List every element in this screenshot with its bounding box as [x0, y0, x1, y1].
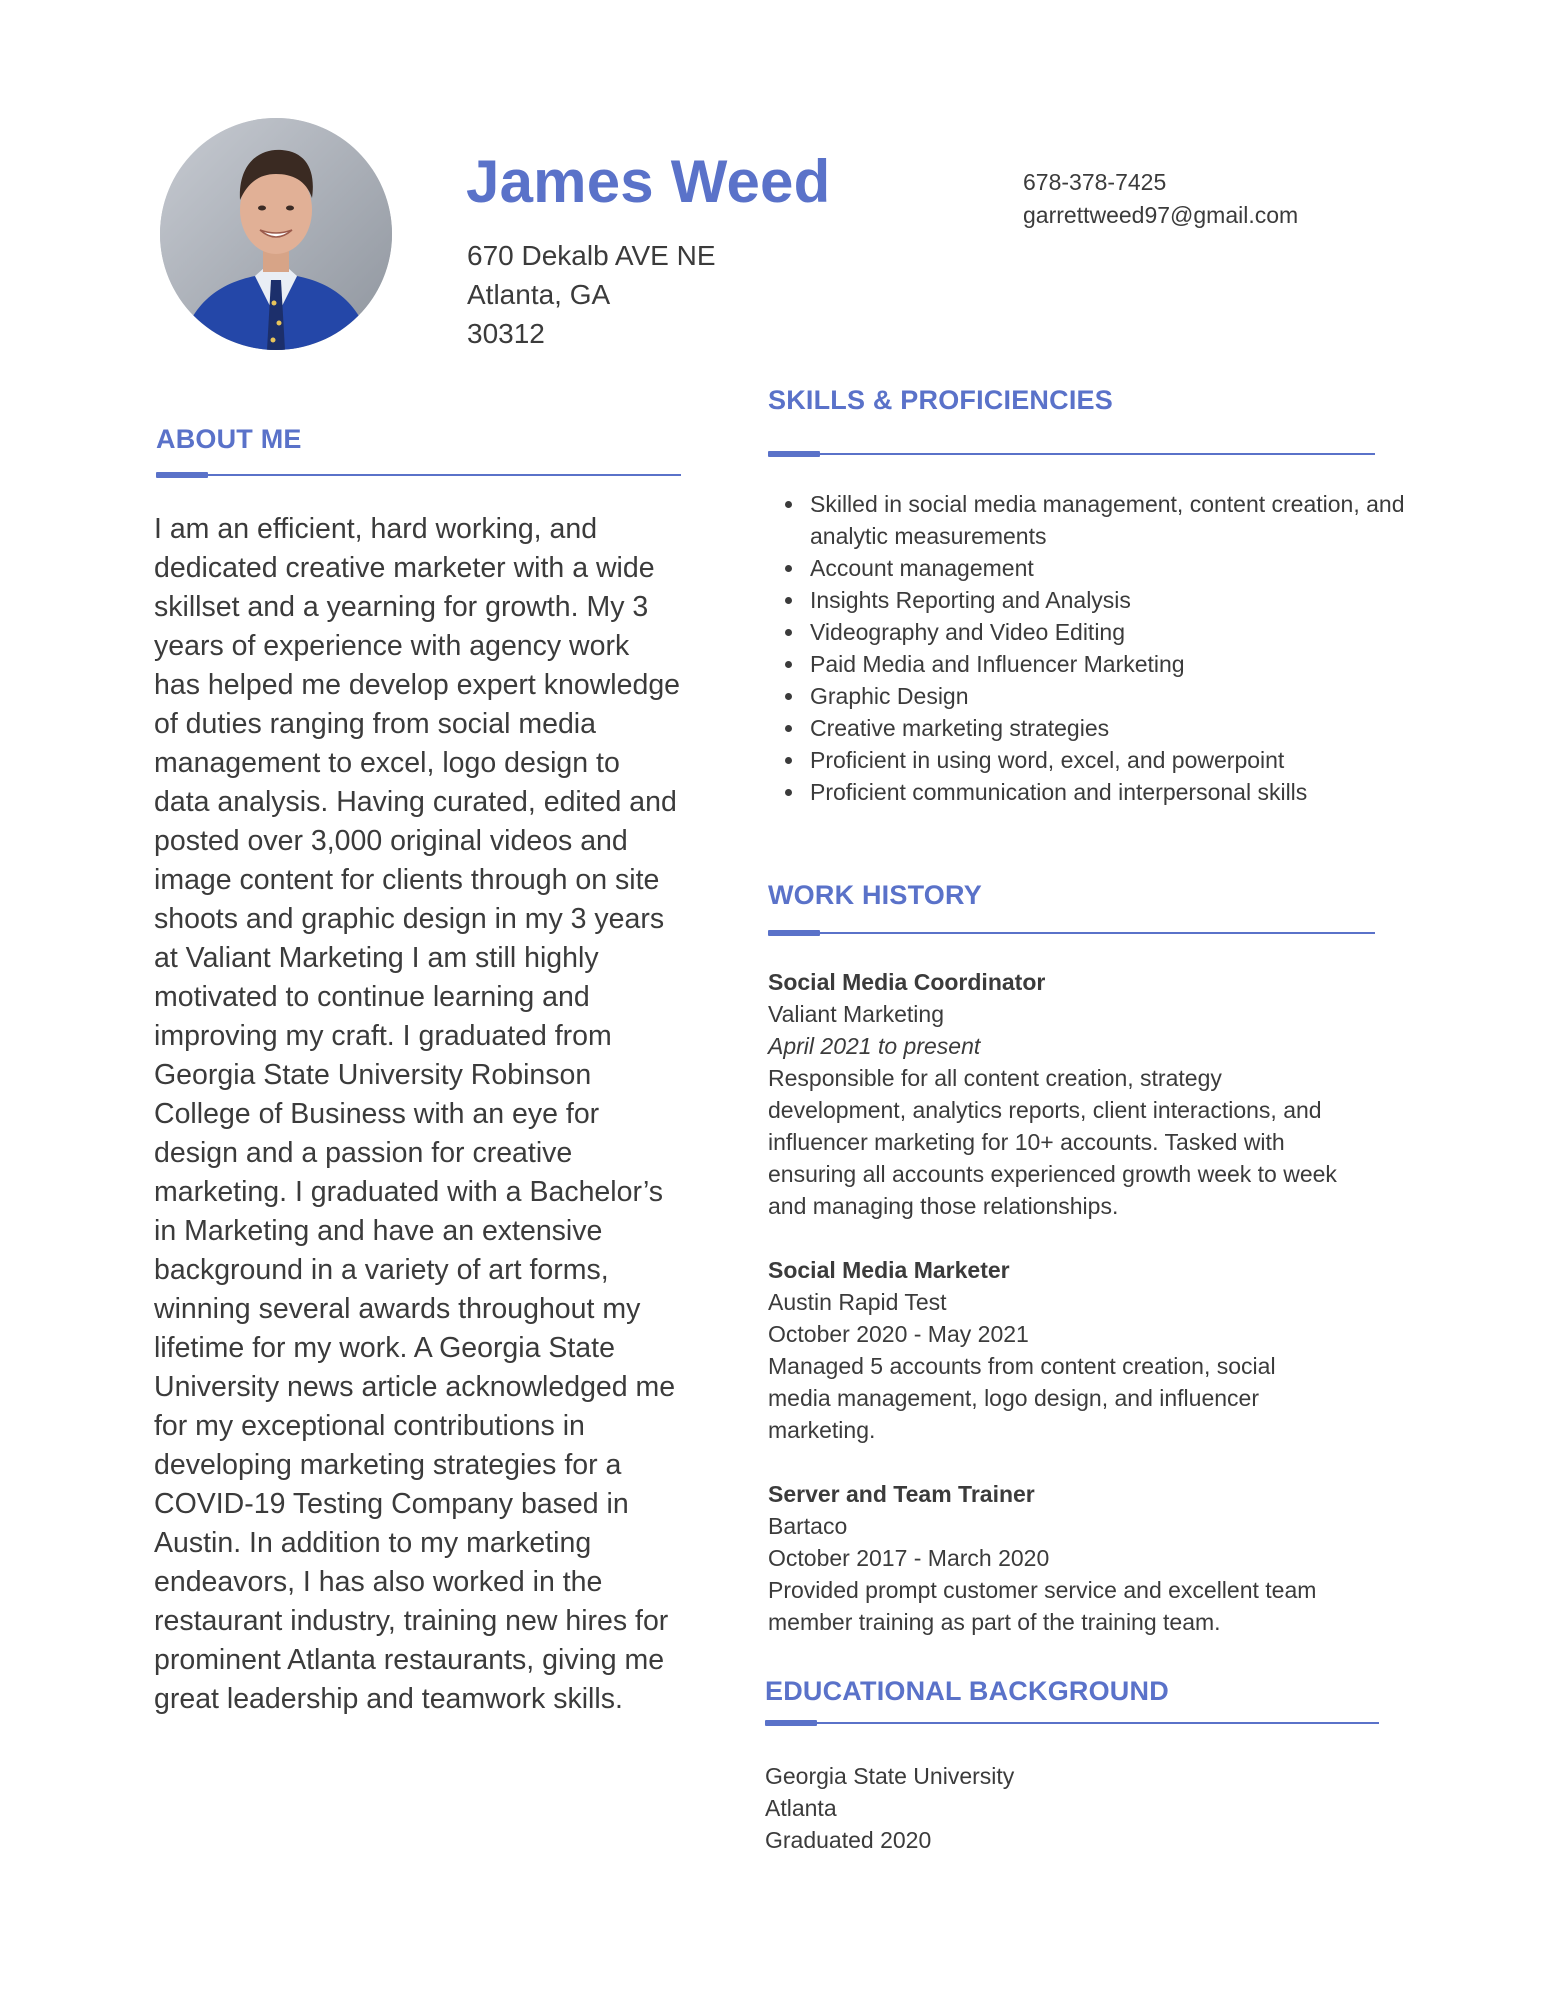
email-address: garrettweed97@gmail.com: [1023, 202, 1299, 228]
job-dates: April 2021 to present: [768, 1033, 981, 1059]
job-company: Bartaco: [768, 1513, 848, 1539]
about-line: University news article acknowledged me: [154, 1371, 676, 1403]
about-line: COVID-19 Testing Company based in: [154, 1488, 629, 1520]
job-entry: [768, 1478, 1378, 1638]
education-divider: [765, 1722, 1379, 1724]
address-city: Atlanta, GA: [467, 279, 611, 310]
education-entry: [765, 1760, 1014, 1856]
about-line: restaurant industry, training new hires for: [154, 1605, 669, 1637]
job-description-line: ensuring all accounts experienced growth week to week: [768, 1161, 1337, 1187]
work-divider-accent: [768, 930, 820, 936]
job-description-line: development, analytics reports, client interactions, and: [768, 1097, 1322, 1123]
about-line: image content for clients through on site: [154, 864, 660, 896]
skill-item: • Creative marketing strategies: [806, 712, 1426, 744]
about-line: of duties ranging from social media: [154, 708, 596, 740]
address-zip: 30312: [467, 318, 545, 349]
skill-item: • Proficient communication and interpersonal skills: [806, 776, 1426, 808]
about-line: in Marketing and have an extensive: [154, 1215, 603, 1247]
about-line: management to excel, logo design to: [154, 747, 620, 779]
skill-item: • Skilled in social media management, content creation, and analytic measurements: [806, 488, 1426, 552]
about-line: at Valiant Marketing I am still highly: [154, 942, 599, 974]
about-line: shoots and graphic design in my 3 years: [154, 903, 665, 935]
job-dates: October 2017 - March 2020: [768, 1545, 1050, 1571]
about-line: design and a passion for creative: [154, 1137, 573, 1169]
portrait-illustration: [160, 118, 392, 350]
education-location: Atlanta: [765, 1795, 837, 1821]
about-line: motivated to continue learning and: [154, 981, 590, 1013]
skill-item: • Paid Media and Influencer Marketing: [806, 648, 1426, 680]
job-dates: October 2020 - May 2021: [768, 1321, 1029, 1347]
skill-item: • Videography and Video Editing: [806, 616, 1426, 648]
education-school: Georgia State University: [765, 1763, 1015, 1789]
phone-number: 678-378-7425: [1023, 169, 1167, 195]
job-description-line: influencer marketing for 10+ accounts. Tasked with: [768, 1129, 1285, 1155]
about-line: lifetime for my work. A Georgia State: [154, 1332, 615, 1364]
about-line: endeavors, I has also worked in the: [154, 1566, 603, 1598]
job-description-line: Responsible for all content creation, strategy: [768, 1065, 1222, 1091]
about-line: skillset and a yearning for growth. My 3: [154, 591, 649, 623]
job-description-line: Provided prompt customer service and excellent team: [768, 1577, 1317, 1603]
job-company: Valiant Marketing: [768, 1001, 944, 1027]
address-block: [467, 236, 716, 353]
job-description-line: member training as part of the training team.: [768, 1609, 1221, 1635]
job-title: Social Media Coordinator: [768, 969, 1046, 995]
skill-item: • Account management: [806, 552, 1426, 584]
skills-heading: SKILLS & PROFICIENCIES: [768, 385, 1113, 415]
about-line: has helped me develop expert knowledge: [154, 669, 681, 701]
about-line: winning several awards throughout my: [154, 1293, 641, 1325]
about-heading: ABOUT ME: [156, 424, 302, 454]
job-description-line: Managed 5 accounts from content creation, social: [768, 1353, 1276, 1379]
about-line: I am an efficient, hard working, and: [154, 513, 598, 545]
about-line: marketing. I graduated with a Bachelor’s: [154, 1176, 664, 1208]
contact-block: [1023, 166, 1298, 232]
job-company: Austin Rapid Test: [768, 1289, 947, 1315]
job-description-line: and managing those relationships.: [768, 1193, 1119, 1219]
education-divider-accent: [765, 1720, 817, 1726]
about-line: developing marketing strategies for a: [154, 1449, 622, 1481]
education-heading: EDUCATIONAL BACKGROUND: [765, 1676, 1169, 1706]
about-divider-accent: [156, 472, 208, 478]
work-heading: WORK HISTORY: [768, 880, 982, 910]
skills-divider-accent: [768, 451, 820, 457]
skill-item: • Proficient in using word, excel, and powerpoint: [806, 744, 1426, 776]
about-line: prominent Atlanta restaurants, giving me: [154, 1644, 665, 1676]
about-line: years of experience with agency work: [154, 630, 630, 662]
about-text: [154, 510, 694, 1719]
about-line: background in a variety of art forms,: [154, 1254, 609, 1286]
skill-item: • Graphic Design: [806, 680, 1426, 712]
about-line: College of Business with an eye for: [154, 1098, 600, 1130]
skills-divider: [768, 453, 1375, 455]
skill-item: • Insights Reporting and Analysis: [806, 584, 1426, 616]
job-entry: [768, 1254, 1378, 1446]
job-title: Social Media Marketer: [768, 1257, 1010, 1283]
about-line: Georgia State University Robinson: [154, 1059, 592, 1091]
education-graduated: Graduated 2020: [765, 1827, 932, 1853]
about-line: dedicated creative marketer with a wide: [154, 552, 655, 584]
work-divider: [768, 932, 1375, 934]
about-line: for my exceptional contributions in: [154, 1410, 585, 1442]
candidate-name: James Weed: [466, 148, 831, 215]
about-line: Austin. In addition to my marketing: [154, 1527, 592, 1559]
job-title: Server and Team Trainer: [768, 1481, 1035, 1507]
about-line: improving my craft. I graduated from: [154, 1020, 612, 1052]
about-line: data analysis. Having curated, edited and: [154, 786, 677, 818]
job-entry: [768, 966, 1378, 1222]
about-line: posted over 3,000 original videos and: [154, 825, 628, 857]
about-line: great leadership and teamwork skills.: [154, 1683, 623, 1715]
about-divider: [156, 474, 681, 476]
address-street: 670 Dekalb AVE NE: [467, 240, 716, 271]
profile-photo: [160, 118, 392, 350]
job-description-line: media management, logo design, and influencer: [768, 1385, 1259, 1411]
job-description-line: marketing.: [768, 1417, 876, 1443]
skills-list: [768, 488, 1426, 808]
